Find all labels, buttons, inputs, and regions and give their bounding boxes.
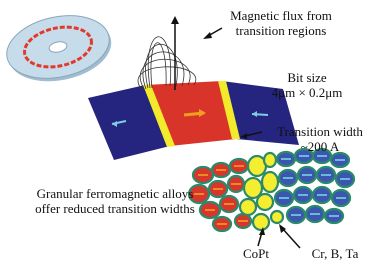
grain-cluster xyxy=(189,149,354,231)
granular-line1: Granular ferromagnetic alloys xyxy=(36,186,194,201)
transition-line2: ~200 A xyxy=(300,139,340,154)
granular-line2: offer reduced transition widths xyxy=(35,201,195,216)
granular-label xyxy=(30,186,200,216)
crbta-pointer-arrow xyxy=(282,228,300,248)
copt-label: CoPt xyxy=(242,246,269,261)
flux-label-line1: Magnetic flux from xyxy=(230,8,332,23)
bit-size-line2: 4μm × 0.2μm xyxy=(271,85,343,100)
flux-lines xyxy=(138,37,196,90)
transition-line1: Transition width xyxy=(277,124,363,139)
bit-size-label xyxy=(262,70,352,100)
hard-disk xyxy=(1,7,117,90)
flux-label xyxy=(216,8,346,38)
cr-b-ta-label: Cr, B, Ta xyxy=(311,246,359,261)
transition-width-label xyxy=(260,124,375,154)
bit-size-line1: Bit size xyxy=(287,70,327,85)
flux-label-line2: transition regions xyxy=(235,23,327,38)
